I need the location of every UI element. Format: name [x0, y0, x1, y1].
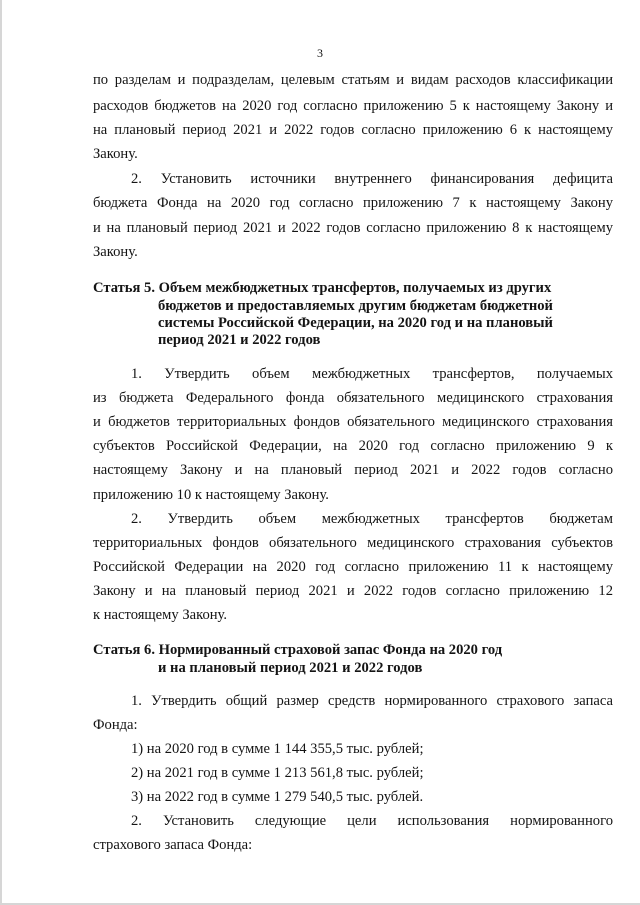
article-6-heading-line: и на плановый период 2021 и 2022 годов: [158, 660, 423, 676]
paragraph-line: по разделам и подразделам, целевым статьям и видам расходов классификации: [93, 72, 613, 88]
paragraph-line: бюджета Фонда на 2020 год согласно приложению 7 к настоящему Закону: [93, 195, 613, 211]
article-5-heading-line: системы Российской Федерации, на 2020 год и на плановый: [158, 315, 553, 331]
paragraph-line: 1. Утвердить объем межбюджетных трансфертов, получаемых: [131, 366, 613, 382]
page-number: 3: [317, 46, 323, 60]
paragraph-line: к настоящему Закону.: [93, 607, 228, 623]
paragraph-line: Закону и на плановый период 2021 и 2022 годов согласно приложению 12: [93, 583, 613, 599]
list-item: 1) на 2020 год в сумме 1 144 355,5 тыс. рублей;: [131, 741, 424, 757]
paragraph-line: Закону.: [93, 244, 138, 260]
paragraph-line: 2. Установить следующие цели использования нормированного: [131, 813, 613, 829]
article-5-heading: Статья 5. Объем межбюджетных трансфертов, получаемых из других: [93, 280, 552, 296]
paragraph-line: территориальных фондов обязательного медицинского страхования субъектов: [93, 535, 613, 551]
paragraph-line: на плановый период 2021 и 2022 годов согласно приложению 6 к настоящему: [93, 122, 613, 138]
paragraph-line: и бюджетов территориальных фондов обязательного медицинского страхования: [93, 414, 613, 430]
paragraph-line: настоящему Закону и на плановый период 2021 и 2022 годов согласно: [93, 462, 613, 478]
paragraph-line: Фонда:: [93, 717, 138, 733]
list-item: 2) на 2021 год в сумме 1 213 561,8 тыс. рублей;: [131, 765, 424, 781]
article-6-heading: Статья 6. Нормированный страховой запас Фонда на 2020 год: [93, 642, 503, 658]
paragraph-line: 1. Утвердить общий размер средств нормированного страхового запаса: [131, 693, 613, 709]
paragraph-line: 2. Установить источники внутреннего финансирования дефицита: [131, 171, 613, 187]
paragraph-line: страхового запаса Фонда:: [93, 837, 253, 853]
paragraph-line: и на плановый период 2021 и 2022 годов согласно приложению 8 к настоящему: [93, 220, 613, 236]
paragraph-line: Закону.: [93, 146, 138, 162]
article-5-heading-line: период 2021 и 2022 годов: [158, 332, 321, 348]
paragraph-line: приложению 10 к настоящему Закону.: [93, 487, 329, 503]
paragraph-line: субъектов Российской Федерации, на 2020 год согласно приложению 9 к: [93, 438, 613, 454]
scan-edge-left: [0, 0, 2, 905]
list-item: 3) на 2022 год в сумме 1 279 540,5 тыс. рублей.: [131, 789, 424, 805]
paragraph-line: из бюджета Федерального фонда обязательного медицинского страхования: [93, 390, 613, 406]
article-5-heading-line: бюджетов и предоставляемых другим бюджетам бюджетной: [158, 298, 553, 314]
paragraph-line: расходов бюджетов на 2020 год согласно приложению 5 к настоящему Закону и: [93, 98, 613, 114]
paragraph-line: Российской Федерации на 2020 год согласно приложению 11 к настоящему: [93, 559, 613, 575]
paragraph-line: 2. Утвердить объем межбюджетных трансфертов бюджетам: [131, 511, 613, 527]
